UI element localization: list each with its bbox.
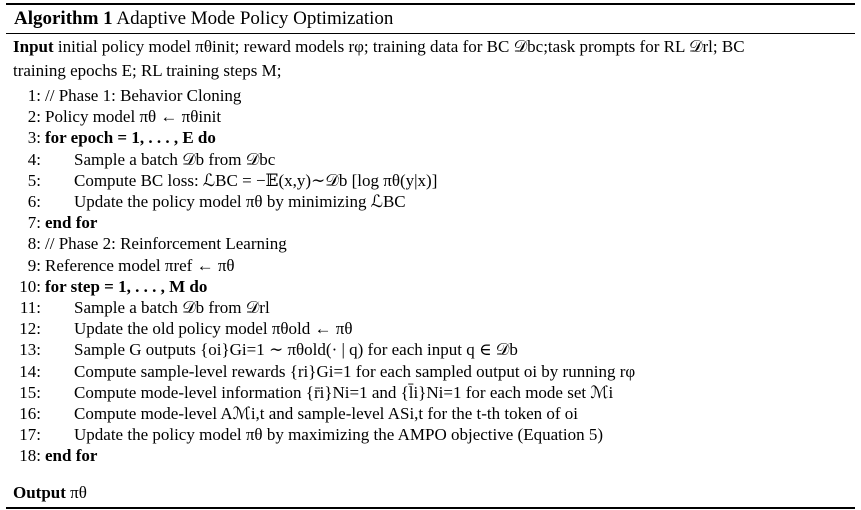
step-text: Compute mode-level information {r̄i}Ni=1 and {l̄i}Ni=1 for each mode set ℳi: [74, 382, 614, 402]
step-number: 17:: [19, 425, 41, 445]
step-text: Update the policy model πθ by maximizing the AMPO objective (Equation 5): [74, 425, 603, 445]
step-number: 9:: [27, 255, 41, 275]
step-text: // Phase 2: Reinforcement Learning: [45, 234, 287, 254]
step-text: Sample a batch 𝒟b from 𝒟bc: [74, 149, 276, 169]
step-number: 6:: [27, 192, 41, 211]
step-number: 3:: [27, 128, 41, 148]
step-number: 5:: [27, 170, 41, 190]
output-keyword: Output: [13, 483, 66, 502]
step-number: 16:: [19, 404, 41, 423]
step-number: 14:: [19, 361, 41, 381]
step-number: 15:: [19, 382, 41, 402]
step-text: Sample G outputs {oi}Gi=1 ∼ πθold(· | q) for each input q ∈ 𝒟b: [74, 340, 518, 360]
step-number: 12:: [19, 319, 41, 339]
step-text: for epoch = 1, . . . , E do: [45, 128, 216, 148]
output-value: πθ: [70, 483, 87, 502]
step-text: end for: [45, 213, 98, 233]
input-text-1: initial policy model πθinit; reward models rφ; training data for BC 𝒟bc;task prompts for RL 𝒟rl; BC: [57, 37, 745, 56]
step-text: Compute sample-level rewards {ri}Gi=1 for each sampled output oi by running rφ: [74, 361, 636, 381]
input-line-1: [13, 37, 745, 57]
step-text: Sample a batch 𝒟b from 𝒟rl: [74, 298, 270, 317]
top-rule: [6, 3, 855, 5]
algorithm-title: Adaptive Mode Policy Optimization: [116, 8, 394, 29]
step-number: 7:: [27, 213, 41, 233]
input-text-2: training epochs E; RL training steps M;: [13, 61, 282, 80]
bottom-rule: [6, 507, 855, 509]
step-text: Policy model πθ ← πθinit: [45, 107, 222, 127]
step-text: Update the policy model πθ by minimizing ℒBC: [74, 192, 406, 211]
input-line-2: [13, 61, 282, 81]
input-keyword: Input: [13, 37, 54, 56]
step-text: for step = 1, . . . , M do: [45, 276, 208, 296]
step-text: Reference model πref ← πθ: [45, 255, 235, 275]
step-number: 10:: [19, 276, 41, 296]
output-line: [13, 483, 87, 503]
caption-rule: [6, 33, 855, 34]
algorithm-caption: [14, 8, 393, 30]
step-number: 18:: [19, 446, 41, 466]
algorithm-label: Algorithm 1: [14, 8, 113, 29]
step-number: 8:: [27, 234, 41, 254]
step-text: // Phase 1: Behavior Cloning: [45, 86, 242, 105]
step-number: 13:: [19, 340, 41, 360]
step-number: 2:: [27, 107, 41, 127]
step-number: 11:: [19, 298, 41, 317]
step-number: 4:: [27, 149, 41, 169]
step-number: 1:: [27, 86, 41, 105]
step-text: Compute BC loss: ℒBC = −𝔼(x,y)∼𝒟b [log πθ(y|x)]: [74, 170, 438, 190]
step-text: end for: [45, 446, 98, 466]
step-text: Update the old policy model πθold ← πθ: [74, 319, 353, 339]
step-text: Compute mode-level Aℳi,t and sample-level ASi,t for the t-th token of oi: [74, 404, 578, 423]
